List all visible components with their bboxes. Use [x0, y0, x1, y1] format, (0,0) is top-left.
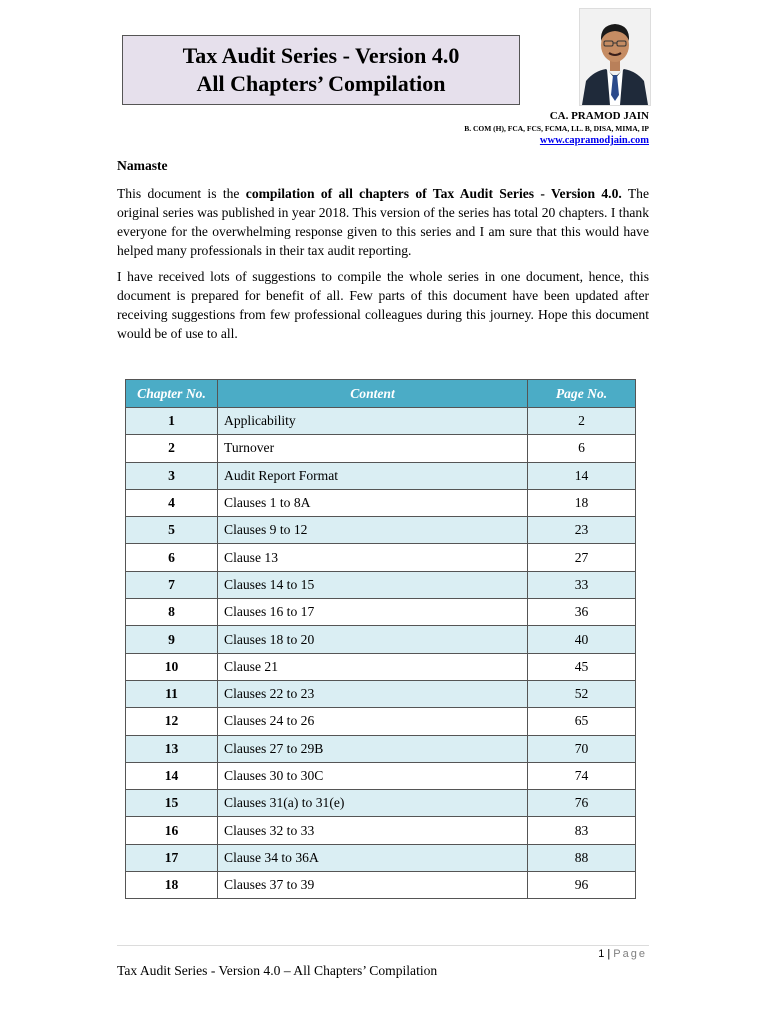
chapter-page: 88 — [528, 844, 636, 871]
chapter-page: 74 — [528, 762, 636, 789]
portrait-image — [580, 9, 650, 105]
footer-title: Tax Audit Series - Version 4.0 – All Chapters’ Compilation — [117, 963, 438, 978]
page-label: Page — [613, 948, 647, 960]
chapter-number: 12 — [126, 708, 218, 735]
chapter-number: 9 — [126, 626, 218, 653]
chapter-content: Turnover — [218, 435, 528, 462]
chapter-content: Clauses 30 to 30C — [218, 762, 528, 789]
author-website-link[interactable]: www.capramodjain.com — [539, 135, 649, 146]
chapter-content: Clauses 37 to 39 — [218, 872, 528, 899]
table-row — [126, 408, 636, 435]
chapters-table — [125, 379, 636, 899]
chapter-number: 13 — [126, 735, 218, 762]
chapter-content: Clauses 14 to 15 — [218, 571, 528, 598]
chapter-number: 7 — [126, 571, 218, 598]
chapter-content: Clauses 9 to 12 — [218, 517, 528, 544]
author-block — [464, 109, 649, 147]
author-photo — [579, 8, 651, 106]
chapter-content: Clause 13 — [218, 544, 528, 571]
table-row — [126, 762, 636, 789]
chapter-page: 6 — [528, 435, 636, 462]
table-row — [126, 626, 636, 653]
chapter-page: 36 — [528, 599, 636, 626]
header-chapter-no: Chapter No. — [126, 380, 218, 408]
table-row — [126, 435, 636, 462]
page-number-value: 1 — [598, 948, 605, 960]
table-row — [126, 790, 636, 817]
intro-p1-pre: This document is the — [117, 186, 246, 201]
chapter-content: Clause 21 — [218, 653, 528, 680]
author-qualifications: B. COM (H), FCA, FCS, FCMA, LL. B, DISA, MIMA, IP — [464, 124, 649, 133]
chapter-page: 2 — [528, 408, 636, 435]
chapter-number: 1 — [126, 408, 218, 435]
chapter-page: 23 — [528, 517, 636, 544]
chapter-content: Clauses 22 to 23 — [218, 680, 528, 707]
intro-text — [117, 156, 649, 350]
chapter-content: Applicability — [218, 408, 528, 435]
chapter-page: 83 — [528, 817, 636, 844]
table-row — [126, 599, 636, 626]
chapter-content: Clauses 27 to 29B — [218, 735, 528, 762]
header-content: Content — [218, 380, 528, 408]
chapter-page: 45 — [528, 653, 636, 680]
chapter-number: 11 — [126, 680, 218, 707]
chapter-content: Audit Report Format — [218, 462, 528, 489]
chapter-page: 70 — [528, 735, 636, 762]
intro-paragraph-1 — [117, 184, 649, 260]
chapter-page: 33 — [528, 571, 636, 598]
chapter-number: 15 — [126, 790, 218, 817]
table-row — [126, 517, 636, 544]
table-row — [126, 708, 636, 735]
chapter-number: 4 — [126, 489, 218, 516]
chapter-content: Clauses 1 to 8A — [218, 489, 528, 516]
chapter-content: Clauses 32 to 33 — [218, 817, 528, 844]
chapter-content: Clauses 18 to 20 — [218, 626, 528, 653]
table-row — [126, 544, 636, 571]
chapter-number: 14 — [126, 762, 218, 789]
table-header-row — [126, 380, 636, 408]
chapter-number: 5 — [126, 517, 218, 544]
document-title-line1: Tax Audit Series - Version 4.0 — [182, 43, 460, 68]
page-number-separator: | — [607, 948, 611, 960]
chapter-number: 10 — [126, 653, 218, 680]
table-row — [126, 680, 636, 707]
chapter-number: 17 — [126, 844, 218, 871]
page-number — [598, 948, 647, 960]
chapter-number: 16 — [126, 817, 218, 844]
table-row — [126, 571, 636, 598]
chapter-page: 14 — [528, 462, 636, 489]
table-row — [126, 872, 636, 899]
chapter-number: 18 — [126, 872, 218, 899]
intro-paragraph-2: I have received lots of suggestions to compile the whole series in one document, hence, this document is prepared for benefit of all. Few parts of this document have been updated after receiving suggestions from few professional colleagues during this journey. Hope this document would be of use to all. — [117, 269, 649, 341]
intro-p1-bold: compilation of all chapters of Tax Audit Series - Version 4.0. — [245, 186, 622, 201]
chapter-page: 18 — [528, 489, 636, 516]
table-row — [126, 489, 636, 516]
table-row — [126, 844, 636, 871]
chapter-page: 96 — [528, 872, 636, 899]
title-box — [122, 35, 520, 105]
greeting: Namaste — [117, 158, 168, 173]
footer-divider — [117, 945, 649, 946]
chapter-number: 2 — [126, 435, 218, 462]
table-row — [126, 653, 636, 680]
chapter-content: Clauses 31(a) to 31(e) — [218, 790, 528, 817]
document-title-line2: All Chapters’ Compilation — [196, 71, 446, 96]
chapter-page: 65 — [528, 708, 636, 735]
chapter-page: 52 — [528, 680, 636, 707]
chapter-content: Clauses 16 to 17 — [218, 599, 528, 626]
chapter-page: 27 — [528, 544, 636, 571]
intro-p1-post: The original series was published in year 2018. This version of the series has total 20 chapters. I thank everyone for the overwhelming response given to this series and I am sure that this would have helped many professionals in their tax audit reporting. — [117, 186, 649, 258]
chapter-content: Clause 34 to 36A — [218, 844, 528, 871]
chapter-number: 3 — [126, 462, 218, 489]
chapter-content: Clauses 24 to 26 — [218, 708, 528, 735]
table-row — [126, 817, 636, 844]
chapter-page: 40 — [528, 626, 636, 653]
author-name: CA. PRAMOD JAIN — [549, 110, 649, 122]
header-page-no: Page No. — [528, 380, 636, 408]
chapter-number: 8 — [126, 599, 218, 626]
table-row — [126, 462, 636, 489]
table-row — [126, 735, 636, 762]
chapter-number: 6 — [126, 544, 218, 571]
chapter-page: 76 — [528, 790, 636, 817]
